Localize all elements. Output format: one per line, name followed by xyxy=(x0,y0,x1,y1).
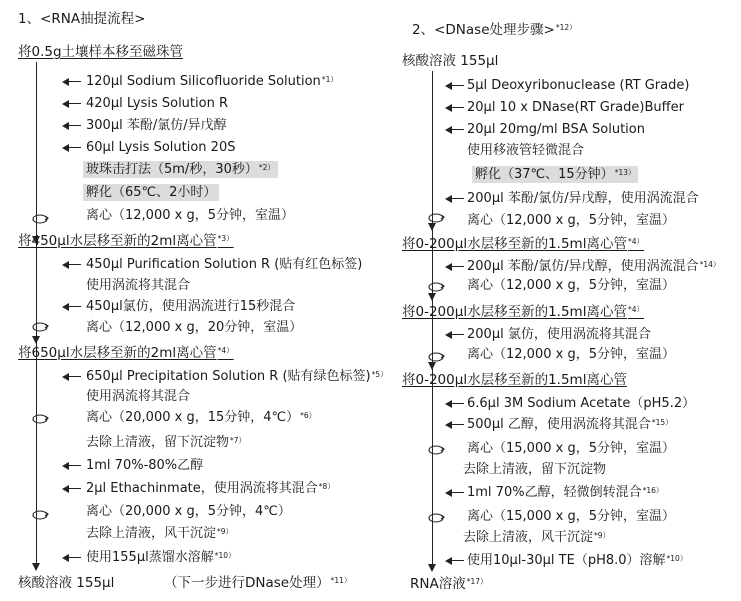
right-step: 200µl 氯仿，使用涡流将其混合 xyxy=(467,327,651,342)
left-arrowhead-3 xyxy=(32,563,40,571)
left-arrow xyxy=(62,260,82,270)
left-arrow xyxy=(62,484,82,494)
left-arrow xyxy=(62,461,82,471)
left-arrow xyxy=(445,330,465,340)
left-arrow xyxy=(445,399,465,409)
right-step: 500µl 乙醇，使用涡流将其混合$^{*15)}$ xyxy=(467,417,673,432)
left-step: 去除上清液，留下沉淀物$^{*7)}$ xyxy=(86,435,247,450)
right-transfer-label: 将0-200µl水层移至新的1.5ml离心管 xyxy=(402,372,627,388)
left-step: 使用涡流将其混合 xyxy=(86,389,191,404)
centrifuge-icon xyxy=(427,212,445,224)
left-arrow xyxy=(445,488,465,498)
left-step: 650µl Precipitation Solution R (贴有绿色标签)$^{*5)}$ xyxy=(86,369,388,384)
left-arrow xyxy=(62,302,82,312)
left-step-centrifuge: 离心（12,000 x g，20分钟，室温） xyxy=(86,320,303,335)
left-transfer-label: 将450µl水层移至新的2ml离心管$^{*3)}$ xyxy=(18,233,234,249)
right-start-label: 核酸溶液 155µl xyxy=(402,53,499,69)
right-step-centrifuge: 离心（12,000 x g，5分钟，室温） xyxy=(467,347,675,362)
right-arrowhead-3 xyxy=(428,362,436,370)
left-result-label: 核酸溶液 155µl xyxy=(18,575,115,591)
left-arrow xyxy=(62,553,82,563)
left-step-centrifuge: 离心（20,000 x g，5分钟，4℃） xyxy=(86,504,291,519)
centrifuge-icon xyxy=(31,213,49,225)
right-arrowhead-2 xyxy=(428,293,436,301)
left-arrow xyxy=(445,556,465,566)
left-start-label: 将0.5g土壤样本移至磁珠管 xyxy=(18,44,184,60)
left-step: 120µl Sodium Silicofluoride Solution$^{*1)}$ xyxy=(86,74,338,89)
right-step-centrifuge: 离心（15,000 x g，5分钟，室温） xyxy=(467,441,675,456)
right-step: 使用10µl-30µl TE（pH8.0）溶解$^{*10)}$ xyxy=(467,553,688,568)
left-arrow xyxy=(445,81,465,91)
centrifuge-icon xyxy=(31,509,49,521)
left-step-centrifuge: 离心（20,000 x g，15分钟，4℃）$^{*6)}$ xyxy=(86,410,317,425)
right-step: 5µl Deoxyribonuclease (RT Grade) xyxy=(467,78,690,93)
right-step-centrifuge: 离心（12,000 x g，5分钟，室温） xyxy=(467,278,675,293)
left-step: 450µl Purification Solution R (贴有红色标签) xyxy=(86,257,363,272)
right-step: 1ml 70%乙醇，轻微倒转混合$^{*16)}$ xyxy=(467,485,664,500)
right-step: 20µl 10 x DNase(RT Grade)Buffer xyxy=(467,100,684,115)
right-arrowhead-4 xyxy=(428,564,436,572)
left-step: 450µl氯仿，使用涡流进行15秒混合 xyxy=(86,299,296,314)
left-step: 使用155µl蒸馏水溶解$^{*10)}$ xyxy=(86,550,236,565)
right-flow-line xyxy=(432,71,433,569)
right-step: 去除上清液，风干沉淀$^{*9)}$ xyxy=(463,530,611,545)
left-step: 420µl Lysis Solution R xyxy=(86,96,228,111)
left-step: 2µl Ethachinmate，使用涡流将其混合$^{*8)}$ xyxy=(86,481,335,496)
right-title: 2、<DNase处理步骤>$^{*12)}$ xyxy=(412,22,577,38)
left-flow-line xyxy=(36,62,37,567)
left-arrow xyxy=(445,125,465,135)
left-step-highlighted: 玻珠击打法（5m/秒，30秒）$^{*2)}$ xyxy=(86,162,278,178)
left-step: 使用涡流将其混合 xyxy=(86,278,191,293)
right-transfer-label: 将0-200µl水层移至新的1.5ml离心管$^{*4)}$ xyxy=(402,236,644,252)
right-step-centrifuge: 离心（12,000 x g，5分钟，室温） xyxy=(467,213,675,228)
left-arrow xyxy=(62,99,82,109)
right-arrowhead-1 xyxy=(428,223,436,231)
left-step: 60µl Lysis Solution 20S xyxy=(86,140,236,155)
left-step-centrifuge: 离心（12,000 x g，5分钟，室温） xyxy=(86,208,294,223)
left-arrow xyxy=(445,103,465,113)
left-title: 1、<RNA抽提流程> xyxy=(18,11,146,27)
left-step: 300µl 苯酚/氯仿/异戊醇 xyxy=(86,118,227,133)
right-step-centrifuge: 离心（15,000 x g，5分钟，室温） xyxy=(467,509,675,524)
right-result-label: RNA溶液$^{*17)}$ xyxy=(410,576,488,592)
left-arrow xyxy=(62,372,82,382)
left-transfer-label: 将650µl水层移至新的2ml离心管$^{*4)}$ xyxy=(18,345,234,361)
left-step: 去除上清液，风干沉淀$^{*9)}$ xyxy=(86,526,234,541)
left-step: 1ml 70%-80%乙醇 xyxy=(86,458,204,473)
right-step: 6.6µl 3M Sodium Acetate（pH5.2） xyxy=(467,396,696,411)
centrifuge-icon xyxy=(31,321,49,333)
right-transfer-label: 将0-200µl水层移至新的1.5ml离心管$^{*4)}$ xyxy=(402,304,644,320)
right-step: 使用移液管轻微混合 xyxy=(467,143,585,158)
centrifuge-icon xyxy=(31,413,49,425)
right-step: 200µl 苯酚/氯仿/异戊醇，使用涡流混合$^{*14)}$ xyxy=(467,259,721,274)
centrifuge-icon xyxy=(427,512,445,524)
left-arrow xyxy=(445,420,465,430)
right-step: 200µl 苯酚/氯仿/异戊醇，使用涡流混合 xyxy=(467,191,699,206)
right-step-highlighted: 孵化（37℃、15分钟）$^{*13)}$ xyxy=(475,167,638,183)
left-arrow xyxy=(445,262,465,272)
left-arrow xyxy=(62,121,82,131)
left-arrow xyxy=(62,143,82,153)
left-arrow xyxy=(62,77,82,87)
left-arrow xyxy=(445,194,465,204)
right-step: 去除上清液，留下沉淀物 xyxy=(463,462,607,477)
left-result-note: （下一步进行DNase处理）$^{*11)}$ xyxy=(164,575,352,591)
centrifuge-icon xyxy=(427,351,445,363)
centrifuge-icon xyxy=(427,444,445,456)
right-step: 20µl 20mg/ml BSA Solution xyxy=(467,122,645,137)
left-step-highlighted: 孵化（65℃、2小时） xyxy=(86,185,219,201)
centrifuge-icon xyxy=(427,281,445,293)
left-arrowhead-2 xyxy=(32,336,40,344)
